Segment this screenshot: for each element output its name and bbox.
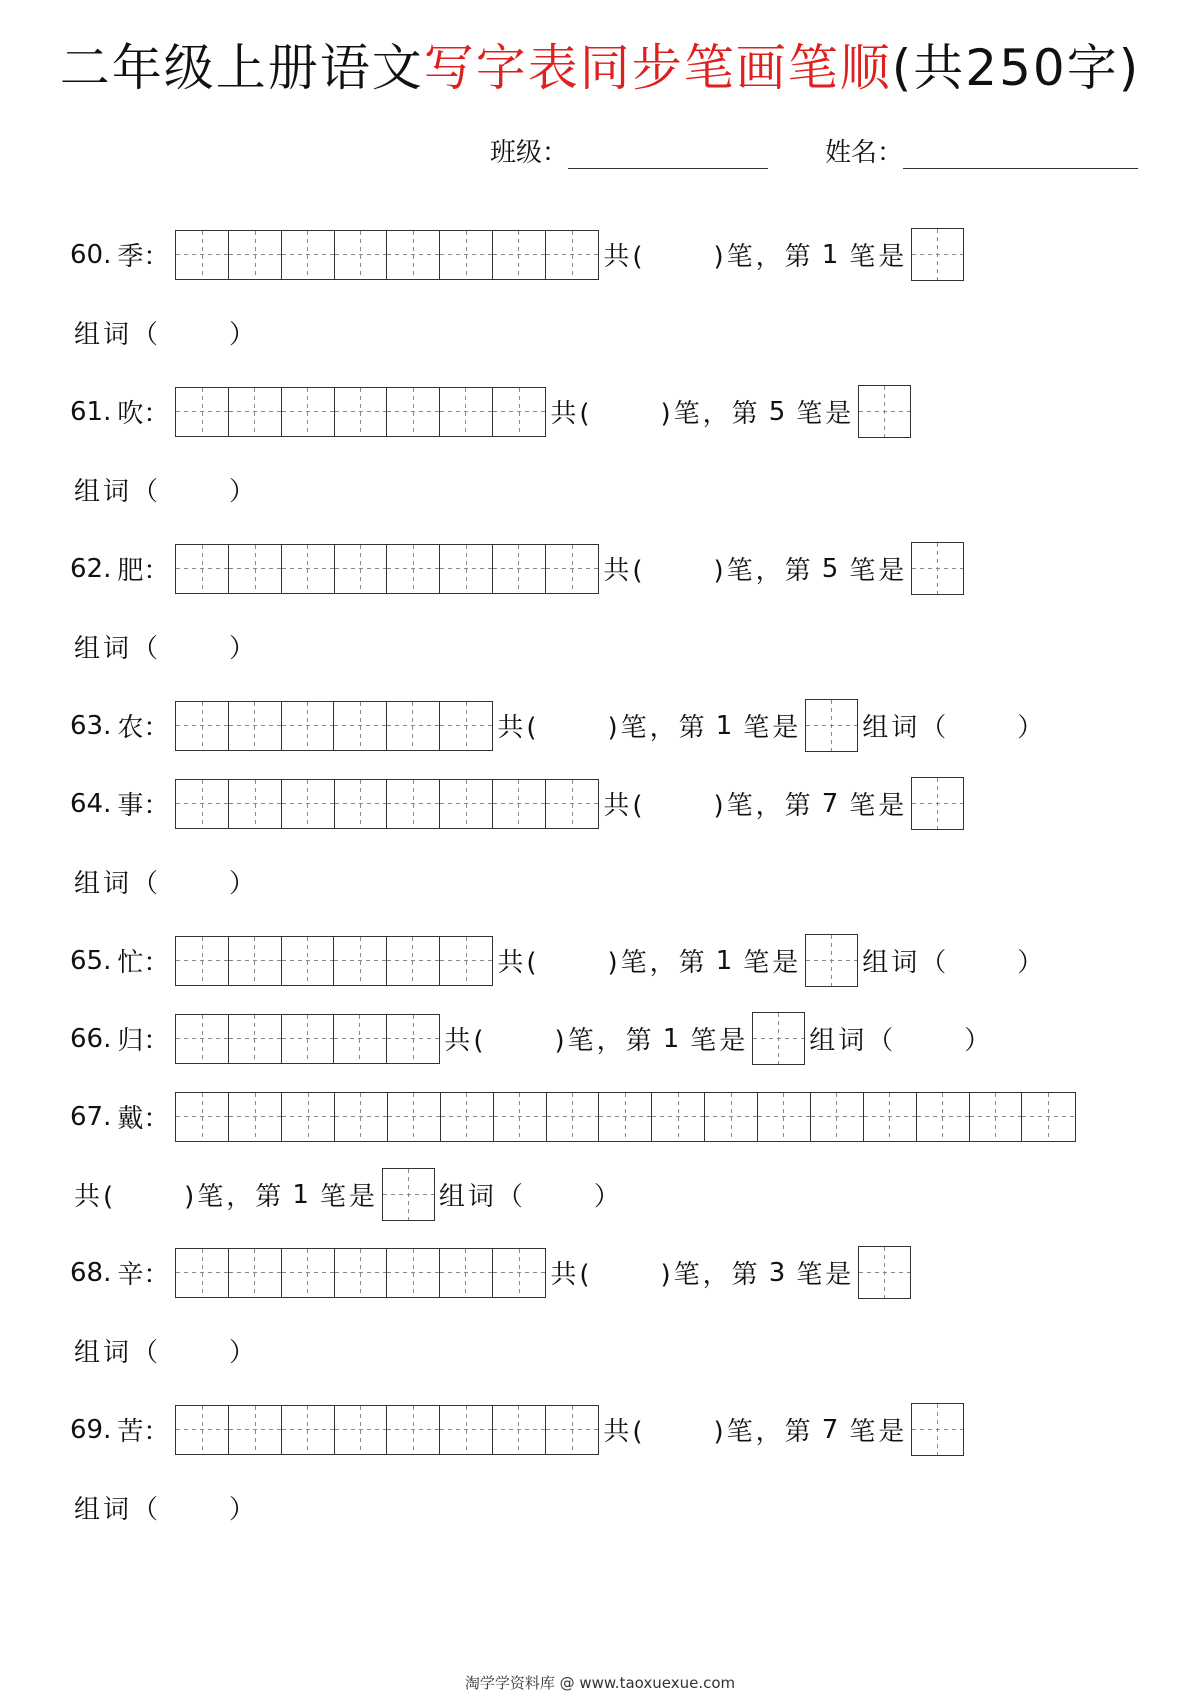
grid-cell[interactable] (493, 231, 546, 279)
grid-cell[interactable] (176, 702, 229, 750)
grid-cell[interactable] (652, 1093, 705, 1141)
grid-cell[interactable] (388, 1093, 441, 1141)
stroke-is-label: 笔是 (849, 791, 908, 821)
total-suffix: )笔，第 (554, 1026, 655, 1056)
grid-cell[interactable] (282, 388, 335, 436)
page-title (0, 28, 1200, 100)
total-prefix: 共( (603, 242, 646, 272)
stroke-number: 1 (662, 1023, 683, 1054)
item-char: 季： (117, 242, 170, 272)
word-prefix: 组词（ (74, 869, 162, 899)
stroke-box[interactable] (858, 1246, 911, 1299)
word-row (70, 1324, 262, 1377)
stroke-box[interactable] (911, 542, 964, 595)
item-row (70, 228, 964, 281)
item-row (70, 1246, 911, 1299)
total-prefix: 共( (497, 713, 540, 743)
name-line[interactable] (903, 138, 1138, 169)
grid-cell[interactable] (811, 1093, 864, 1141)
stroke-box[interactable] (752, 1012, 805, 1065)
stroke-number: 5 (768, 396, 789, 427)
stroke-grid[interactable] (175, 1092, 1076, 1142)
item-char: 农： (117, 713, 170, 743)
grid-cell[interactable] (282, 780, 335, 828)
title-suffix: (共250字) (891, 39, 1141, 97)
grid-cell[interactable] (282, 545, 335, 593)
stroke-number: 3 (768, 1257, 789, 1288)
grid-cell[interactable] (440, 1249, 493, 1297)
grid-cell[interactable] (387, 1015, 440, 1063)
stroke-grid[interactable] (175, 1248, 546, 1298)
footer: 淘学学资料库 @ www.taoxuexue.com (464, 1674, 736, 1692)
stroke-grid[interactable] (175, 230, 599, 280)
item-char: 辛： (117, 1260, 170, 1290)
grid-cell[interactable] (229, 1249, 282, 1297)
grid-cell[interactable] (335, 545, 388, 593)
word-suffix: ） (229, 1495, 259, 1525)
stroke-is-label: 笔是 (796, 1260, 855, 1290)
stroke-number: 1 (821, 239, 842, 270)
item-char: 归： (117, 1026, 170, 1056)
stroke-box[interactable] (911, 228, 964, 281)
grid-cell[interactable] (229, 231, 282, 279)
stroke-box[interactable] (858, 385, 911, 438)
grid-cell[interactable] (547, 1093, 600, 1141)
grid-cell[interactable] (970, 1093, 1023, 1141)
total-suffix: )笔，第 (184, 1182, 285, 1212)
word-suffix: ） (1017, 948, 1047, 978)
stroke-is-label: 笔是 (849, 1417, 908, 1447)
grid-cell[interactable] (282, 1249, 335, 1297)
stroke-box[interactable] (805, 699, 858, 752)
grid-cell[interactable] (493, 388, 546, 436)
name-label: 姓名： (825, 138, 904, 168)
total-suffix: )笔，第 (713, 791, 814, 821)
grid-cell[interactable] (493, 545, 546, 593)
total-prefix: 共( (497, 948, 540, 978)
grid-cell[interactable] (334, 702, 387, 750)
grid-cell[interactable] (282, 1406, 335, 1454)
word-prefix: 组词（ (74, 320, 162, 350)
grid-cell[interactable] (176, 388, 229, 436)
grid-cell[interactable] (441, 1093, 494, 1141)
grid-cell[interactable] (546, 545, 599, 593)
word-prefix: 组词（ (438, 1182, 526, 1212)
grid-cell[interactable] (229, 388, 282, 436)
grid-cell[interactable] (440, 702, 493, 750)
grid-cell[interactable] (282, 1015, 335, 1063)
grid-cell[interactable] (229, 702, 282, 750)
word-suffix: ） (593, 1182, 623, 1212)
stroke-is-label: 笔是 (743, 948, 802, 978)
grid-cell[interactable] (387, 388, 440, 436)
grid-cell[interactable] (599, 1093, 652, 1141)
grid-cell[interactable] (229, 1093, 282, 1141)
word-row (70, 855, 262, 908)
stroke-is-label: 笔是 (849, 556, 908, 586)
grid-cell[interactable] (335, 1249, 388, 1297)
class-line[interactable] (568, 138, 768, 169)
stroke-box[interactable] (911, 777, 964, 830)
stroke-box[interactable] (382, 1168, 435, 1221)
grid-cell[interactable] (176, 1406, 229, 1454)
grid-cell[interactable] (758, 1093, 811, 1141)
word-suffix: ） (229, 477, 259, 507)
grid-cell[interactable] (387, 780, 440, 828)
grid-cell[interactable] (176, 1093, 229, 1141)
grid-cell[interactable] (176, 937, 229, 985)
total-suffix: )笔，第 (607, 948, 708, 978)
grid-cell[interactable] (229, 1406, 282, 1454)
word-row (70, 620, 262, 673)
item-number: 60. (70, 239, 112, 270)
grid-cell[interactable] (335, 1406, 388, 1454)
total-suffix: )笔，第 (607, 713, 708, 743)
item-number: 65. (70, 945, 112, 976)
word-prefix: 组词（ (862, 948, 950, 978)
word-row (70, 463, 262, 516)
item-row (70, 1090, 1076, 1143)
item-number: 66. (70, 1023, 112, 1054)
stroke-box[interactable] (805, 934, 858, 987)
item-number: 62. (70, 553, 112, 584)
stroke-grid[interactable] (175, 779, 599, 829)
item-row-continued (70, 1168, 627, 1221)
item-number: 64. (70, 788, 112, 819)
item-char: 肥： (117, 556, 170, 586)
item-number: 69. (70, 1414, 112, 1445)
stroke-number: 1 (715, 710, 736, 741)
word-prefix: 组词（ (809, 1026, 897, 1056)
grid-cell[interactable] (493, 1406, 546, 1454)
total-prefix: 共( (603, 556, 646, 586)
stroke-number: 7 (821, 788, 842, 819)
grid-cell[interactable] (229, 937, 282, 985)
stroke-is-label: 笔是 (849, 242, 908, 272)
grid-cell[interactable] (440, 1406, 493, 1454)
grid-cell[interactable] (1022, 1093, 1075, 1141)
stroke-grid[interactable] (175, 544, 599, 594)
word-row (70, 306, 262, 359)
word-suffix: ） (229, 320, 259, 350)
title-black: 二年级上册语文 (59, 39, 424, 97)
grid-cell[interactable] (176, 1015, 229, 1063)
stroke-grid[interactable] (175, 1405, 599, 1455)
word-suffix: ） (229, 634, 259, 664)
grid-cell[interactable] (335, 780, 388, 828)
title-red: 写字表同步笔画笔顺 (423, 39, 892, 97)
grid-cell[interactable] (440, 780, 493, 828)
stroke-number: 7 (821, 1414, 842, 1445)
item-row (70, 777, 964, 830)
grid-cell[interactable] (229, 1015, 282, 1063)
total-suffix: )笔，第 (713, 556, 814, 586)
item-row (70, 1012, 997, 1065)
grid-cell[interactable] (546, 780, 599, 828)
item-number: 67. (70, 1101, 112, 1132)
grid-cell[interactable] (440, 937, 493, 985)
item-char: 吹： (117, 399, 170, 429)
grid-cell[interactable] (229, 780, 282, 828)
grid-cell[interactable] (493, 780, 546, 828)
grid-cell[interactable] (387, 1406, 440, 1454)
item-char: 戴： (117, 1104, 170, 1134)
total-suffix: )笔，第 (713, 242, 814, 272)
total-suffix: )笔，第 (660, 399, 761, 429)
grid-cell[interactable] (229, 545, 282, 593)
word-prefix: 组词（ (74, 1495, 162, 1525)
total-prefix: 共( (603, 791, 646, 821)
stroke-grid[interactable] (175, 387, 546, 437)
item-number: 68. (70, 1257, 112, 1288)
item-row (70, 385, 911, 438)
grid-cell[interactable] (493, 1249, 546, 1297)
class-field[interactable] (490, 132, 768, 172)
grid-cell[interactable] (176, 780, 229, 828)
word-row (70, 1481, 262, 1534)
stroke-is-label: 笔是 (796, 399, 855, 429)
grid-cell[interactable] (282, 231, 335, 279)
item-row (70, 542, 964, 595)
word-prefix: 组词（ (74, 1338, 162, 1368)
stroke-number: 1 (715, 945, 736, 976)
grid-cell[interactable] (335, 1093, 388, 1141)
grid-cell[interactable] (440, 545, 493, 593)
stroke-grid[interactable] (175, 1014, 440, 1064)
grid-cell[interactable] (440, 231, 493, 279)
stroke-grid[interactable] (175, 701, 493, 751)
item-row (70, 1403, 964, 1456)
grid-cell[interactable] (917, 1093, 970, 1141)
item-row (70, 699, 1050, 752)
word-prefix: 组词（ (74, 477, 162, 507)
item-number: 63. (70, 710, 112, 741)
grid-cell[interactable] (440, 388, 493, 436)
grid-cell[interactable] (176, 1249, 229, 1297)
total-prefix: 共( (74, 1182, 117, 1212)
total-prefix: 共( (550, 1260, 593, 1290)
item-number: 61. (70, 396, 112, 427)
grid-cell[interactable] (176, 231, 229, 279)
word-suffix: ） (229, 869, 259, 899)
word-suffix: ） (229, 1338, 259, 1368)
grid-cell[interactable] (335, 231, 388, 279)
grid-cell[interactable] (387, 937, 440, 985)
grid-cell[interactable] (176, 545, 229, 593)
grid-cell[interactable] (334, 1015, 387, 1063)
stroke-is-label: 笔是 (743, 713, 802, 743)
grid-cell[interactable] (494, 1093, 547, 1141)
grid-cell[interactable] (546, 231, 599, 279)
total-prefix: 共( (550, 399, 593, 429)
item-char: 事： (117, 791, 170, 821)
total-prefix: 共( (603, 1417, 646, 1447)
stroke-number: 1 (292, 1179, 312, 1210)
grid-cell[interactable] (334, 937, 387, 985)
grid-cell[interactable] (282, 702, 335, 750)
grid-cell[interactable] (864, 1093, 917, 1141)
word-suffix: ） (1017, 713, 1047, 743)
grid-cell[interactable] (387, 1249, 440, 1297)
grid-cell[interactable] (282, 1093, 335, 1141)
item-char: 苦： (117, 1417, 170, 1447)
total-prefix: 共( (444, 1026, 487, 1056)
grid-cell[interactable] (387, 231, 440, 279)
grid-cell[interactable] (387, 545, 440, 593)
grid-cell[interactable] (705, 1093, 758, 1141)
total-suffix: )笔，第 (660, 1260, 761, 1290)
grid-cell[interactable] (282, 937, 335, 985)
word-suffix: ） (964, 1026, 994, 1056)
stroke-is-label: 笔是 (690, 1026, 749, 1056)
total-suffix: )笔，第 (713, 1417, 814, 1447)
class-label: 班级： (490, 138, 569, 168)
grid-cell[interactable] (387, 702, 440, 750)
grid-cell[interactable] (335, 388, 388, 436)
name-field[interactable] (825, 132, 1138, 172)
stroke-number: 5 (821, 553, 842, 584)
word-prefix: 组词（ (862, 713, 950, 743)
item-char: 忙： (117, 948, 170, 978)
stroke-is-label: 笔是 (319, 1182, 378, 1212)
item-row (70, 934, 1050, 987)
stroke-box[interactable] (911, 1403, 964, 1456)
stroke-grid[interactable] (175, 936, 493, 986)
grid-cell[interactable] (546, 1406, 599, 1454)
word-prefix: 组词（ (74, 634, 162, 664)
